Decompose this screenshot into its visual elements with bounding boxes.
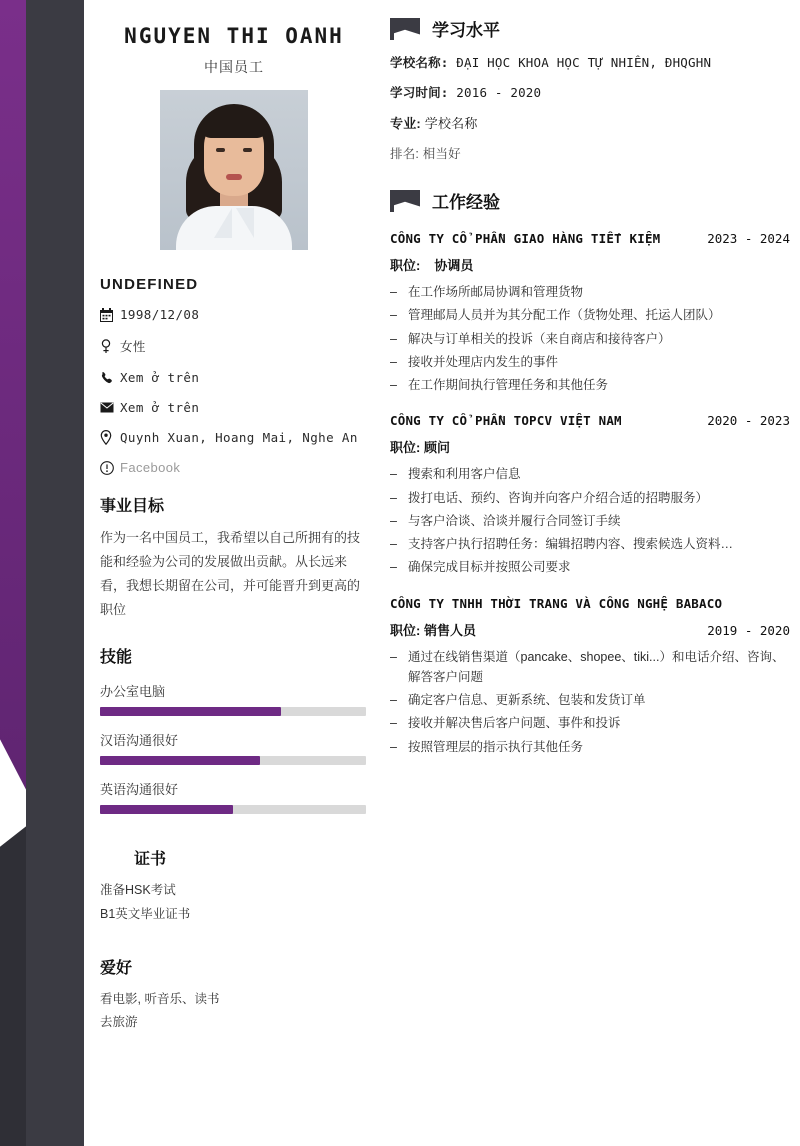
job-bullets [390,647,790,757]
list-item [100,370,368,385]
bullet-text: 按照管理层的指示执行其他任务 [408,739,584,754]
right-column [390,0,800,760]
bullet-text: 确保完成目标并按照公司要求 [408,560,571,575]
address-text: Quynh Xuan, Hoang Mai, Nghe An [120,430,358,445]
location-icon [100,430,120,445]
skill-bar-track [100,805,366,814]
bullet-text: 管理邮局人员并为其分配工作（货物处理、托运人团队） [408,308,721,323]
study-period-row [390,83,790,101]
job-bullets [390,464,790,577]
facebook-link[interactable]: Facebook [120,460,181,475]
job-role-label: 职位: [390,440,421,456]
skill-bar-track [100,707,366,716]
certificate-item: B1英文毕业证书 [100,906,191,921]
list-item: – 在工作场所邮局协调和管理货物 [390,282,790,302]
school-value: ĐẠI HỌC KHOA HỌC TỰ NHIÊN, ĐHQGHN [456,55,712,70]
skill-bar-track [100,756,366,765]
bullet-text: 在工作场所邮局协调和管理货物 [408,285,584,299]
major-row [390,113,790,132]
job-role [390,437,790,456]
contact-list [100,307,368,475]
experience-heading: 工作经验 [432,193,500,212]
mail-icon [100,402,120,413]
bullet-text: 确定客户信息、更新系统、包装和发货订单 [408,693,646,707]
skill-item [100,730,368,765]
facebook-icon [100,461,120,475]
list-item: – 与客户洽谈、洽谈并履行合同签订手续 [390,511,790,531]
major-label: 专业: [390,116,421,131]
job-role-value: 销售人员 [423,622,476,638]
certificate-item: 准备HSK考试 [100,883,176,898]
skill-bar-fill [100,756,260,765]
skill-item [100,779,368,814]
skill-label: 英语沟通很好 [100,782,179,798]
study-period-value: 2016 - 2020 [456,85,542,100]
bullet-text: 接收并解决售后客户问题、事件和投诉 [408,716,621,731]
page-title: NGUYEN THI OANH [124,24,344,48]
study-period-label: 学习时间: [390,85,449,100]
decorative-dark-bar [26,0,84,1146]
list-item [100,307,368,322]
skill-bar-fill [100,707,281,716]
bullet-text: 拨打电话、预约、咨询并向客户介绍合适的招聘服务） [408,490,709,505]
list-item: – 管理邮局人员并为其分配工作（货物处理、托运人团队） [390,305,790,325]
skill-label: 办公室电脑 [100,684,166,700]
job-company: CÔNG TY CỔ PHẦN GIAO HÀNG TIẾT KIỆM [390,231,661,246]
hobbies-heading: 爱好 [100,959,133,977]
job-date: 2023 - 2024 [707,231,790,246]
bullet-text: 搜索和利用客户信息 [408,467,521,482]
job-company: CÔNG TY CỔ PHẦN TOPCV VIỆT NAM [390,413,622,429]
job-role-label: 职位: [390,258,421,273]
list-item: – 通过在线销售渠道（pancake、shopee、tiki...）和电话介绍、咨询、解答客户问题 [390,647,790,688]
job-role [390,620,476,639]
list-item: – 解决与订单相关的投诉（来自商店和接待客户） [390,329,790,349]
list-item: – 接收并解决售后客户问题、事件和投诉 [390,713,790,733]
job-company: CÔNG TY TNHH THỜI TRANG VÀ CÔNG NGHỆ BABACO [390,595,723,611]
job-entry [390,413,790,577]
school-row [390,53,790,71]
job-date: 2020 - 2023 [707,413,790,429]
education-heading: 学习水平 [432,21,500,40]
birthdate-text: 1998/12/08 [120,307,200,322]
certificates-heading: 证书 [134,851,167,869]
experience-section-header [390,188,790,213]
rank-label: 排名: [390,147,420,161]
avatar [160,90,308,250]
objective-text: 作为一名中国员工，我希望以自己所拥有的技能和经验为公司的发展做出贡献。从长远来看，我想长期留在公司，并可能晋升到更高的职位 [100,530,361,618]
flag-icon [390,190,420,212]
gender-icon [100,339,120,354]
list-item[interactable] [100,460,368,475]
list-item: – 支持客户执行招聘任务：编辑招聘内容、搜索候选人资料… [390,534,790,554]
job-role-label: 职位: [390,622,421,638]
hobby-item: 看电影, 听音乐、读书 [100,991,220,1006]
bullet-text: 接收并处理店内发生的事件 [408,354,559,369]
school-label: 学校名称: [390,55,449,70]
skill-bar-fill [100,805,233,814]
resume-sheet [84,0,800,1146]
job-role [390,255,790,274]
list-item: – 在工作期间执行管理任务和其他任务 [390,375,790,395]
skill-item [100,681,368,716]
page-subtitle: 中国员工 [204,59,264,75]
skill-label: 汉语沟通很好 [100,733,179,749]
list-item: – 搜索和利用客户信息 [390,464,790,484]
gender-text: 女性 [120,339,146,354]
list-item [100,337,368,355]
calendar-icon [100,308,120,322]
list-item: – 接收并处理店内发生的事件 [390,352,790,372]
education-section-header [390,16,790,41]
list-item: – 确保完成目标并按照公司要求 [390,557,790,577]
list-item: – 确定客户信息、更新系统、包装和发货订单 [390,690,790,710]
list-item [100,400,368,415]
bullet-text: 在工作期间执行管理任务和其他任务 [408,378,609,392]
left-column [84,0,384,1035]
bullet-text: 支持客户执行招聘任务：编辑招聘内容、搜索候选人资料… [408,537,734,551]
skills-heading: 技能 [100,649,133,667]
job-date: 2019 - 2020 [707,622,790,638]
job-entry [390,596,790,757]
email-text: Xem ở trên [120,400,200,415]
job-bullets [390,282,790,395]
bullet-text: 与客户洽谈、洽谈并履行合同签订手续 [408,513,621,528]
list-item: – 拨打电话、预约、咨询并向客户介绍合适的招聘服务） [390,488,790,508]
list-item: – 按照管理层的指示执行其他任务 [390,737,790,757]
objective-heading: 事业目标 [100,498,165,515]
rank-row [390,144,790,162]
flag-icon [390,18,420,40]
bullet-text: 解决与订单相关的投诉（来自商店和接待客户） [408,331,671,346]
undefined-heading: UNDEFINED [100,276,199,293]
list-item [100,430,368,445]
bullet-text: 通过在线销售渠道（pancake、shopee、tiki...）和电话介绍、咨询、解答客户问题 [408,649,785,684]
hobby-item: 去旅游 [100,1015,138,1030]
job-role-value: 协调员 [434,258,474,273]
phone-icon [100,371,120,385]
major-value: 学校名称 [424,116,478,131]
job-entry [390,231,790,395]
phone-text: Xem ở trên [120,370,200,385]
job-role-value: 顾问 [423,440,450,456]
rank-value: 相当好 [422,147,461,161]
